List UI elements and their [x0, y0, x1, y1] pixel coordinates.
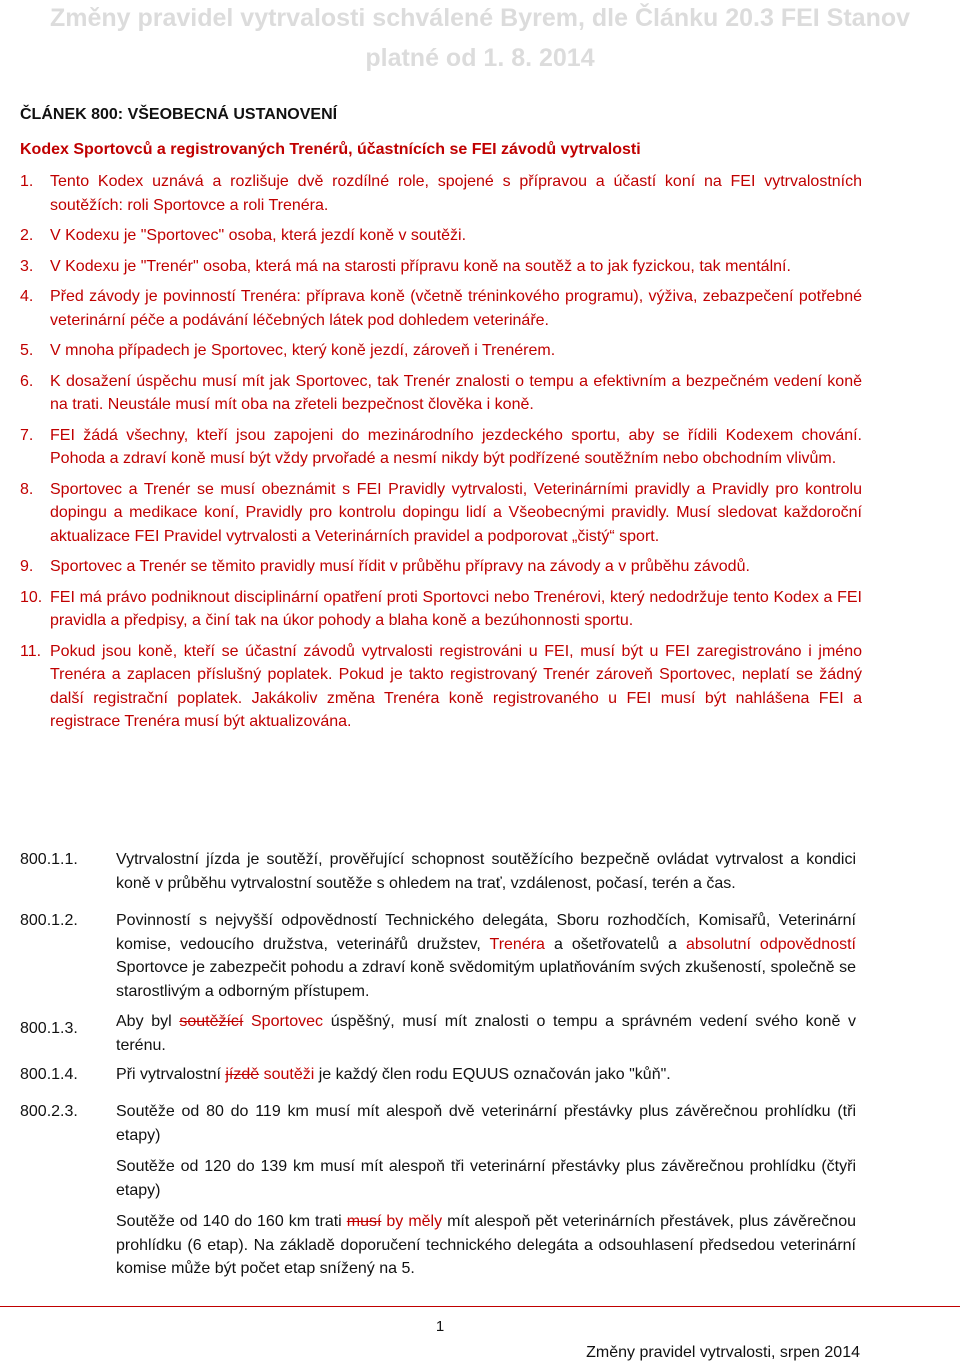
section-800-1-1: [20, 848, 856, 895]
section-code: 800.1.4.: [20, 1066, 78, 1083]
section-code: 800.1.1.: [20, 851, 78, 868]
section-text: Povinností s nejvyšší odpovědností Technického delegáta, Sboru rozhodčích, Komisařů, Veterinární komise, vedoucího družstva, veterinářů družstev, Trenéra a ošetřovatelů a absolutní odpovědností Sportovce je zabezpečit pohodu a zdraví koně svědomitým uplatňováním svých zkušeností, společně se starostlivým a odborným přístupem.: [116, 912, 856, 1000]
section-code: 800.1.3.: [20, 1020, 78, 1037]
section-text: [116, 1100, 856, 1281]
list-item: 6. K dosažení úspěchu musí mít jak Sportovec, tak Trenér znalosti o tempu a efektivním a bezpečném vedení koně na trati. Neustále musí mít oba na zřeteli bezpečnost člověka i koně.: [20, 372, 862, 413]
list-item: 9. Sportovec a Trenér se těmito pravidly musí řídit v průběhu přípravy na závody a v průběhu závodů.: [20, 558, 750, 575]
list-item: 8. Sportovec a Trenér se musí obeznámit s FEI Pravidly vytrvalosti, Veterinárními pravidly a Pravidly pro kontrolu dopingu a medikace koní, Pravidly pro kontrolu dopingu lidí a Všeobecnými pravidly. Musí sledovat každoroční aktualizace FEI Pravidel vytrvalosti a Veterinárních pravidel a podporovat „čistý“ sport.: [20, 480, 862, 545]
paragraph: Soutěže od 120 do 139 km musí mít alespoň tři veterinární přestávky plus závěrečnou prohlídku (čtyři etapy): [116, 1158, 856, 1199]
inserted-text: by měly: [381, 1213, 443, 1230]
footer-divider: [0, 1306, 960, 1307]
kodex-list: [20, 170, 862, 734]
list-item: 2. V Kodexu je "Sportovec" osoba, která jezdí koně v soutěži.: [20, 227, 467, 244]
article-heading: ČLÁNEK 800: VŠEOBECNÁ USTANOVENÍ: [20, 106, 338, 123]
inserted-text: Trenéra: [489, 935, 545, 953]
inserted-text: soutěži: [259, 1066, 315, 1083]
deleted-text: jízdě: [225, 1066, 260, 1083]
section-800-1-4: [20, 1063, 856, 1087]
section-code: 800.2.3.: [20, 1103, 78, 1120]
deleted-text: musí: [346, 1213, 382, 1230]
page-number: 1: [435, 1318, 445, 1335]
paragraph: Soutěže od 80 do 119 km musí mít alespoň dvě veterinární přestávky plus závěrečnou prohlídku (tři etapy): [116, 1103, 856, 1144]
deleted-text: soutěžící: [179, 1013, 244, 1030]
list-item: 5. V mnoha případech je Sportovec, který koně jezdí, zároveň i Trenérem.: [20, 342, 556, 359]
section-text: Vytrvalostní jízda je soutěží, prověřující schopnost soutěžícího bezpečně ovládat vytrvalost a kondici koně v průběhu vytrvalostní soutěže s ohledem na trať, vzdálenost, počasí, terén a čas.: [116, 851, 856, 892]
list-item: 10. FEI má právo podniknout disciplinární opatření proti Sportovci nebo Trenérovi, který nedodržuje tento Kodex a FEI pravidla a předpisy, a činí tak na úkor pohody a blaha koně a bezúhonnosti sportu.: [20, 588, 862, 629]
document-title: Změny pravidel vytrvalosti schválené Byrem, dle Článku 20.3 FEI Stanov: [49, 4, 911, 32]
section-code: 800.1.2.: [20, 912, 78, 929]
section-800-2-3: [20, 1100, 856, 1289]
section-800-1-2: [20, 909, 856, 1003]
section-text: Při vytrvalostní jízdě soutěži je každý člen rodu EQUUS označován jako "kůň".: [116, 1066, 671, 1083]
list-item: 7. FEI žádá všechny, kteří jsou zapojeni do mezinárodního jezdeckého sportu, aby se řídili Kodexem chování. Pohoda a zdraví koně musí být vždy prvořadé a nesmí nikdy být podřízené soutěžním nebo obchodním vlivům.: [20, 426, 862, 467]
document-subtitle: platné od 1. 8. 2014: [365, 44, 595, 72]
inserted-text: absolutní odpovědností: [685, 935, 856, 953]
kodex-heading: Kodex Sportovců a registrovaných Trenérů, účastnících se FEI závodů vytrvalosti: [20, 141, 641, 158]
list-item: 1. Tento Kodex uznává a rozlišuje dvě rozdílné role, spojené s přípravou a účastí koní na FEI vytrvalostních soutěžích: roli Sportovce a roli Trenéra.: [20, 173, 862, 214]
list-item: 4. Před závody je povinností Trenéra: příprava koně (včetně tréninkového programu), výživa, zebazpečení potřebné veterinární péče a podávání léčebných látek pod dohledem veterináře.: [20, 288, 862, 329]
section-800-1-3: [20, 1010, 856, 1057]
inserted-text: Sportovec: [243, 1013, 324, 1030]
paragraph: Soutěže od 140 do 160 km trati musí by měly mít alespoň pět veterinárních přestávek, plus závěrečnou prohlídku (6 etap). Na základě doporučení technického delegáta a odsouhlasení předsedou veterinární komise může být počet etap snížený na 5.: [116, 1213, 857, 1277]
section-text: Aby byl soutěžící Sportovec úspěšný, musí mít znalosti o tempu a správném vedení svého koně v terénu.: [116, 1013, 857, 1054]
footer-text: Změny pravidel vytrvalosti, srpen 2014: [586, 1344, 860, 1361]
list-item: 3. V Kodexu je "Trenér" osoba, která má na starosti přípravu koně na soutěž a to jak fyzickou, tak mentální.: [20, 257, 791, 275]
list-item: 11. Pokud jsou koně, kteří se účastní závodů vytrvalosti registrováni u FEI, musí být u FEI zaregistrováno i jméno Trenéra a zaplacen příslušný poplatek. Pokud je takto registrovaný Trenér zároveň Sportovec, neplatí se žádný další registrační poplatek. Jakákoliv změna Trenéra koně registrovaného u FEI musí být nahlášena FEI a registrace Trenéra musí být aktualizována.: [20, 642, 862, 730]
